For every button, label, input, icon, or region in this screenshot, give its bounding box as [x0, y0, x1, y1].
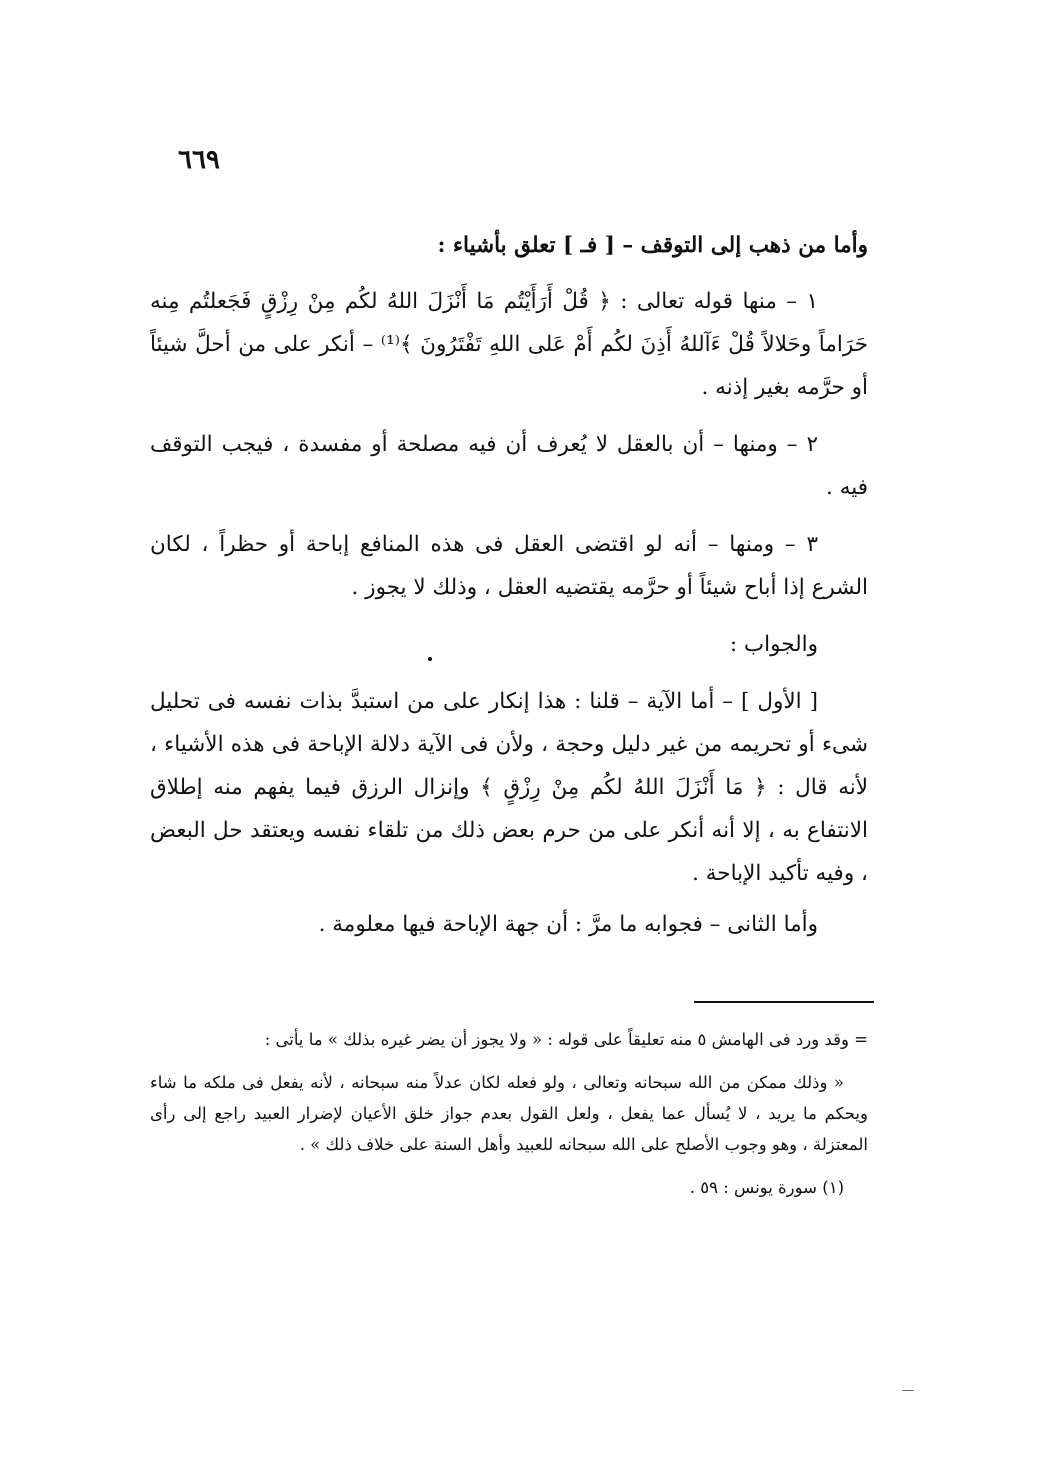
corner-mark	[902, 1390, 914, 1391]
page-number: ٦٦٩	[178, 145, 220, 175]
footnotes	[150, 1024, 868, 1203]
answer-2: وأما الثانى – فجوابه ما مرَّ : أن جهة الإباحة فيها معلومة .	[318, 912, 818, 937]
footnote-reference: (١) سورة يونس : ٥٩ .	[689, 1178, 844, 1197]
section-heading: وأما من ذهب إلى التوقف – [ فـ ] تعلق بأشياء :	[437, 233, 868, 258]
footnote-quote: « وذلك ممكن من الله سبحانه وتعالى ، ولو فعله لكان عدلاً منه سبحانه ، لأنه يفعل فى ملكه ما شاء ويحكم ما يريد ، لا يُسأل عما يفعل ، ولعل القول بعدم جواز خلق الأعيان لإضرار العبيد راجع إلى رأى المعتزلة ، وهو وجوب الأصلح على الله سبحانه للعبيد وأهل السنة على خلاف ذلك » .	[150, 1073, 868, 1154]
item-2: ٢ – ومنها – أن بالعقل لا يُعرف أن فيه مصلحة أو مفسدة ، فيجب التوقف فيه .	[150, 432, 868, 500]
footnote-intro: = وقد ورد فى الهامش ٥ منه تعليقاً على قوله : « ولا يجوز أن يضر غيره بذلك » ما يأتى :	[264, 1030, 868, 1049]
main-text	[150, 224, 868, 946]
footnote-divider	[694, 1001, 874, 1003]
stray-dot	[428, 657, 432, 661]
answer-1: [ الأول ] – أما الآية – قلنا : هذا إنكار على من استبدَّ بذات نفسه فى تحليل شىء أو تحريمه من غير دليل وحجة ، ولأن فى الآية دلالة الإباحة فى هذه الأشياء ، لأنه قال : ﴿ مَا أَنْزَلَ اللهُ لكُم مِنْ رِزْقٍ ﴾ وإنزال الرزق فيما يفهم منه إطلاق الانتفاع به ، إلا أنه أنكر على من حرم بعض ذلك من تلقاء نفسه ويعتقد حل البعض ، وفيه تأكيد الإباحة .	[150, 689, 868, 886]
item-3: ٣ – ومنها – أنه لو اقتضى العقل فى هذه المنافع إباحة أو حظراً ، لكان الشرع إذا أباح شيئاً أو حرَّمه يقتضيه العقل ، وذلك لا يجوز .	[150, 532, 868, 600]
item-1: ١ – منها قوله تعالى : ﴿ قُلْ أَرَأَيْتُم مَا أَنْزَلَ اللهُ لكُم مِنْ رِزْقٍ فَجَعلتُم مِنه حَرَاماً وحَلالاً قُلْ ءَآللهُ أَذِنَ لكُم أَمْ عَلى اللهِ تَفْتَرُونَ ﴾⁽¹⁾ – أنكر على من أحلَّ شيئاً أو حرَّمه بغير إذنه .	[150, 289, 868, 400]
answer-heading: والجواب :	[729, 632, 818, 657]
